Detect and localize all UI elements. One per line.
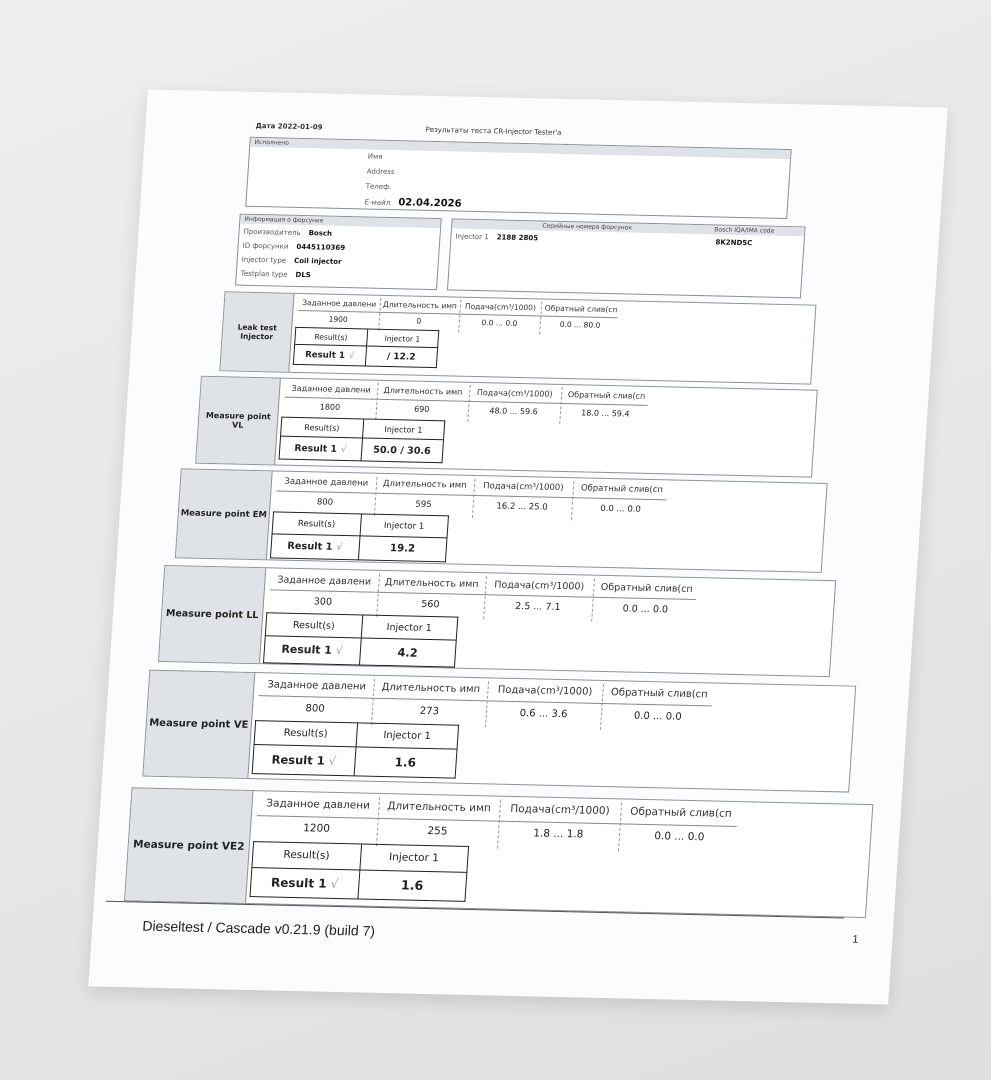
column-header: Длительность имп [382, 300, 458, 311]
section-name: Measure point LL [159, 566, 266, 663]
value-backflow: 0.0 ... 0.0 [633, 710, 682, 723]
column-header: Заданное давлени [266, 679, 367, 693]
result-header-injector: Injector 1 [359, 844, 468, 872]
result-header-injector: Injector 1 [360, 514, 449, 537]
performer-email: E-майл 02.04.2026 [364, 197, 462, 210]
column-header: Подача(cm³/1000) [476, 387, 553, 399]
footer-software-version: Dieseltest / Cascade v0.21.9 (build 7) [141, 917, 376, 939]
result-table [293, 327, 439, 368]
result-row-label [264, 636, 361, 665]
result-header-injector: Injector 1 [356, 723, 459, 750]
column-header: Обратный слив(сп [567, 390, 646, 401]
info-injector-id: ID форсунки 0445110369 [242, 241, 346, 252]
serial-row-injector1: Injector 1 2188 2805 [455, 232, 539, 243]
section-name: Measure point VL [196, 377, 281, 465]
column-header: Подача(cm³/1000) [509, 803, 611, 818]
performer-phone: Телеф. [365, 182, 392, 192]
value-pressure: 300 [313, 596, 333, 608]
value-backflow: 0.0 ... 0.0 [653, 830, 705, 844]
value-duration: 0 [416, 316, 422, 326]
check-icon: √ [330, 876, 339, 891]
result-header-label: Result(s) [252, 841, 361, 869]
column-header: Обратный слив(сп [580, 483, 664, 496]
info-testplan-type: Testplan type DLS [240, 269, 312, 280]
printed-report-sheet [88, 89, 947, 1004]
result-header-label: Result(s) [254, 720, 357, 747]
value-pressure: 1800 [319, 402, 341, 412]
value-pressure: 1900 [328, 314, 349, 325]
result-row-label [250, 867, 359, 899]
info-injector-type: Injector type Coil injector [241, 255, 342, 266]
column-header: Подача(cm³/1000) [482, 481, 564, 494]
value-pressure: 800 [305, 702, 326, 715]
column-header: Заданное давлени [291, 383, 371, 395]
result-table [249, 841, 469, 903]
section-6 [124, 787, 873, 918]
injector-info-box [235, 214, 442, 290]
result-header-label: Result(s) [295, 328, 368, 347]
result-header-label: Result(s) [272, 512, 361, 535]
value-pressure: 1200 [302, 822, 331, 836]
section-2 [195, 376, 818, 478]
serial-code: 8K2ND5C [715, 238, 753, 248]
report-title: Результаты теста CR-Injector Tester'a [425, 125, 562, 137]
result-label-text: Result 1 [281, 643, 333, 658]
check-icon: √ [328, 753, 337, 768]
value-delivery: 1.8 ... 1.8 [532, 827, 584, 841]
section-1 [219, 291, 816, 384]
result-header-injector: Injector 1 [362, 419, 445, 440]
performer-name: Имя [367, 152, 383, 161]
result-table [279, 416, 446, 463]
value-backflow: 0.0 ... 0.0 [622, 603, 669, 616]
result-label-text: Result 1 [271, 752, 326, 768]
result-label-text: Result 1 [294, 442, 338, 455]
section-name: Measure point VE [143, 671, 255, 778]
section-name: Measure point EM [176, 469, 273, 559]
column-header: Длительность имп [383, 385, 463, 397]
result-header-label: Result(s) [265, 613, 362, 638]
serials-bar-left: Серийные номера форсунок [542, 222, 633, 232]
column-header: Заданное давлени [265, 797, 371, 813]
result-value: 1.6 [354, 747, 457, 777]
check-icon: √ [335, 644, 344, 658]
section-3 [175, 468, 828, 573]
report-date: Дата 2022-01-09 [255, 121, 323, 132]
serials-bar-right: Bosch IQA/IMA code [714, 226, 775, 235]
result-row-label [279, 436, 362, 460]
value-backflow: 0.0 ... 80.0 [559, 320, 601, 330]
result-row-label [252, 745, 355, 775]
performer-box [245, 137, 792, 219]
result-label-text: Result 1 [270, 875, 328, 891]
column-header: Обратный слив(сп [544, 303, 618, 315]
check-icon: √ [336, 541, 344, 553]
result-value: 4.2 [359, 638, 456, 667]
column-header: Обратный слив(сп [610, 687, 708, 701]
value-duration: 255 [427, 825, 448, 838]
column-header: Длительность имп [384, 576, 479, 590]
column-header: Длительность имп [386, 800, 492, 815]
value-duration: 273 [419, 705, 440, 717]
column-header: Заданное давлени [277, 574, 372, 588]
column-header: Подача(cm³/1000) [464, 302, 537, 313]
column-header: Заданное давлени [301, 298, 377, 310]
value-delivery: 0.6 ... 3.6 [519, 707, 568, 720]
column-header: Длительность имп [381, 682, 481, 696]
result-value: 19.2 [358, 535, 447, 561]
section-name: Measure point VE2 [125, 788, 253, 903]
footer-page-number: 1 [851, 933, 859, 946]
value-duration: 595 [415, 499, 432, 510]
result-label-text: Result 1 [286, 540, 333, 553]
value-delivery: 48.0 ... 59.6 [489, 406, 539, 417]
info-manufacturer: Производитель Bosch [243, 227, 333, 238]
result-header-injector: Injector 1 [361, 615, 458, 640]
value-duration: 560 [420, 598, 440, 611]
result-table [263, 612, 458, 667]
result-table [252, 720, 460, 778]
result-header-injector: Injector 1 [366, 329, 439, 348]
result-header-label: Result(s) [281, 417, 364, 438]
report-header [256, 122, 816, 135]
value-backflow: 18.0 ... 59.4 [580, 408, 630, 419]
result-row-label [270, 533, 359, 559]
check-icon: √ [340, 443, 348, 455]
value-pressure: 800 [316, 497, 334, 508]
column-header: Обратный слив(сп [600, 581, 694, 595]
check-icon: √ [348, 350, 355, 362]
result-value: 50.0 / 30.6 [361, 438, 444, 462]
result-value: / 12.2 [365, 346, 438, 367]
column-header: Подача(cm³/1000) [497, 684, 593, 698]
value-duration: 690 [413, 404, 430, 414]
column-header: Подача(cm³/1000) [493, 579, 585, 593]
result-label-text: Result 1 [304, 349, 346, 361]
result-value: 1.6 [357, 870, 466, 902]
column-header: Обратный слив(сп [629, 806, 733, 821]
serials-box [447, 218, 806, 298]
result-row-label [293, 345, 366, 366]
column-header: Заданное давлени [284, 476, 369, 489]
section-name: Leak test Injector [220, 292, 294, 371]
value-delivery: 0.0 ... 0.0 [481, 318, 518, 329]
result-table [270, 512, 449, 562]
column-header: Длительность имп [382, 479, 468, 492]
value-delivery: 2.5 ... 7.1 [514, 600, 561, 613]
section-5 [142, 670, 856, 793]
injector-info-bar: Информация о форсунке [240, 215, 441, 229]
value-delivery: 16.2 ... 25.0 [496, 501, 549, 513]
value-backflow: 0.0 ... 0.0 [599, 503, 642, 515]
performer-address: Address [366, 167, 395, 177]
performer-bar: Исполнено [250, 138, 790, 159]
section-4 [158, 565, 836, 677]
